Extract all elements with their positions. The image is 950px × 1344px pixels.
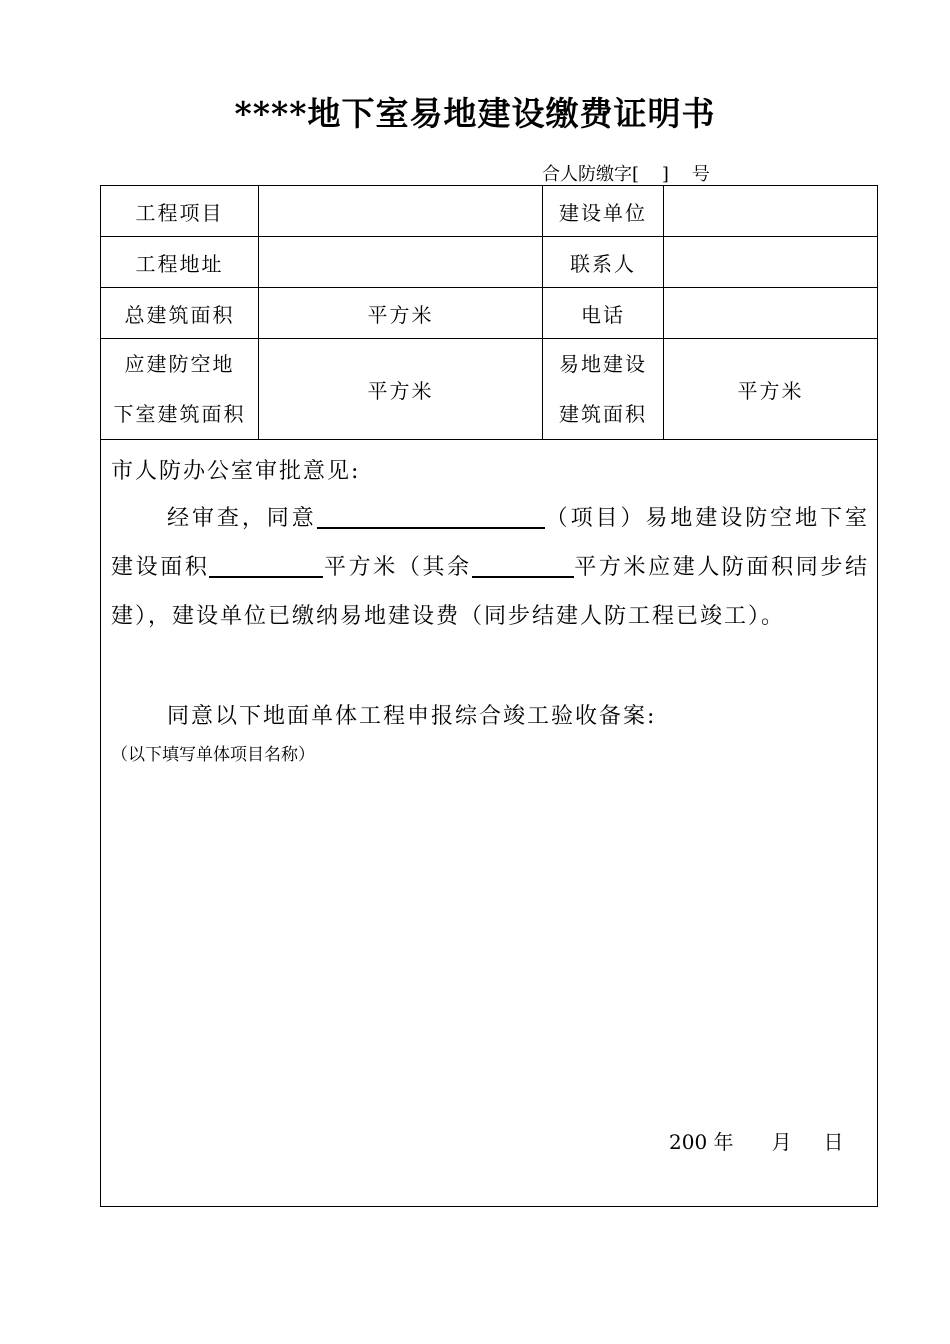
project-name-blank[interactable]: [317, 501, 545, 529]
certificate-form: [100, 185, 878, 1207]
address-value[interactable]: [259, 237, 543, 288]
document-number: 合人防缴字[ ] 号: [542, 164, 710, 185]
phone-value[interactable]: [664, 288, 878, 339]
build-area-blank[interactable]: [209, 550, 323, 578]
builder-label: 建设单位: [543, 186, 664, 237]
total-area-unit: 平方米: [367, 302, 434, 327]
opinion-cell[interactable]: [101, 440, 878, 1207]
approval-date: 200 年 月 日: [669, 1130, 844, 1154]
required-area-label-line2: 下室建筑面积: [113, 402, 246, 426]
opinion-paragraph-1: [111, 494, 869, 641]
builder-value[interactable]: [664, 186, 878, 237]
p1-part-c: 平方米（其余: [323, 555, 472, 580]
project-label: 工程项目: [101, 186, 259, 237]
required-area-unit: 平方米: [367, 378, 434, 403]
relocated-area-label-line2: 建筑面积: [559, 402, 647, 426]
p1-part-b: （项目）易地建设防空地下室建设面积: [111, 506, 869, 580]
contact-value[interactable]: [664, 237, 878, 288]
relocated-area-label-line1: 易地建设: [559, 352, 647, 376]
contact-label: 联系人: [543, 237, 664, 288]
required-area-label: [101, 339, 259, 440]
unit-project-note: （以下填写单体项目名称）: [111, 745, 315, 765]
relocated-area-unit: 平方米: [737, 378, 804, 403]
row-area-detail: [101, 339, 878, 440]
relocated-area-label: [543, 339, 664, 440]
page-title: ****地下室易地建设缴费证明书: [234, 94, 716, 133]
address-label: 工程地址: [101, 237, 259, 288]
row-total-area: [101, 288, 878, 339]
relocated-area-value[interactable]: [664, 339, 878, 440]
opinion-paragraph-2: 同意以下地面单体工程申报综合竣工验收备案:: [167, 704, 657, 729]
total-area-label: 总建筑面积: [101, 288, 259, 339]
opinion-heading: 市人防办公室审批意见:: [111, 459, 361, 484]
row-project: [101, 186, 878, 237]
row-opinion: [101, 440, 878, 1207]
total-area-value[interactable]: [259, 288, 543, 339]
required-area-label-line1: 应建防空地: [124, 352, 235, 376]
required-area-value[interactable]: [259, 339, 543, 440]
project-value[interactable]: [259, 186, 543, 237]
remaining-area-blank[interactable]: [472, 550, 574, 578]
phone-label: 电话: [543, 288, 664, 339]
row-address: [101, 237, 878, 288]
p1-part-a: 经审查，同意: [167, 506, 317, 531]
p1-part-d: 平方米应建人防面积同步结建），建设单位已缴纳易地建设费（同步结建人防工程已竣工）。: [111, 555, 869, 629]
